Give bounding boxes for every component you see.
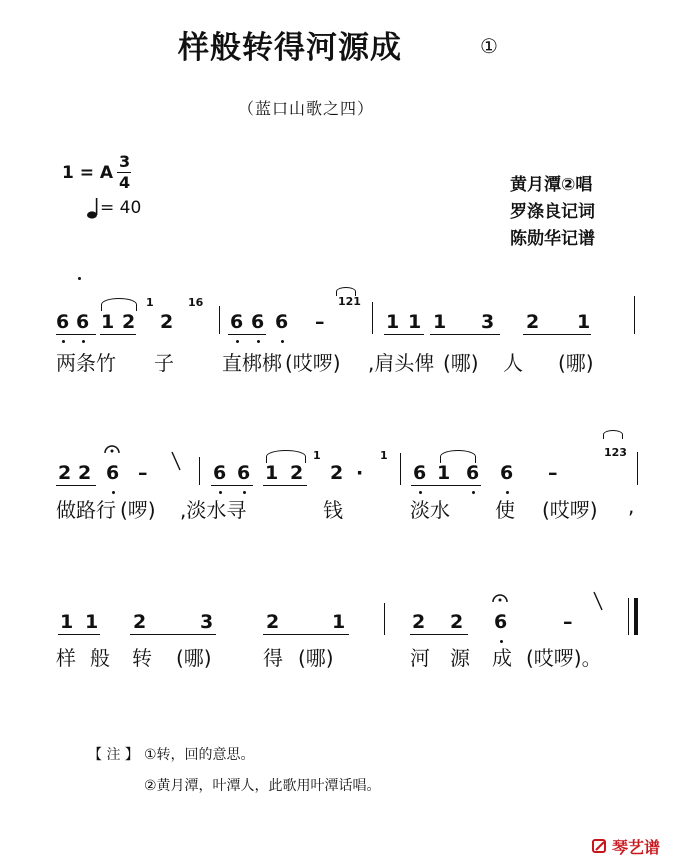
bar-line bbox=[637, 452, 638, 485]
footnote-item: ②黄月潭，叶潭人，此歌用叶潭话唱。 bbox=[144, 778, 381, 794]
lyric: (哪) bbox=[298, 646, 334, 670]
underline bbox=[263, 634, 349, 635]
lyric: 钱 bbox=[323, 498, 343, 522]
lyric: 淡水 bbox=[410, 498, 450, 522]
final-bar-thick bbox=[634, 598, 638, 635]
note: 6 bbox=[76, 311, 90, 333]
note: 1 bbox=[433, 311, 447, 333]
note: 6 bbox=[466, 462, 480, 484]
lyric: 样 bbox=[56, 646, 76, 670]
underline bbox=[430, 334, 500, 335]
tempo-marking: = 40 bbox=[100, 198, 142, 218]
lyric: ,肩头俾 bbox=[368, 351, 435, 375]
breath-mark-icon bbox=[170, 450, 182, 472]
underline bbox=[56, 485, 96, 486]
dot-extension: · bbox=[356, 462, 364, 484]
bar-line bbox=[199, 457, 200, 485]
lyric: 河 bbox=[410, 646, 430, 670]
underline bbox=[384, 334, 424, 335]
low-octave-dot bbox=[82, 340, 85, 343]
note: 6 bbox=[275, 311, 289, 333]
lyric: , bbox=[628, 494, 635, 518]
lyric: 转 bbox=[132, 646, 152, 670]
note: 1 bbox=[408, 311, 422, 333]
grace-note: 1 bbox=[380, 449, 388, 462]
footnote-item: ①转，回的意思。 bbox=[144, 747, 255, 763]
lyric: (哎啰) bbox=[542, 498, 598, 522]
lyric: ,淡水寻 bbox=[180, 498, 247, 522]
note: 2 bbox=[122, 311, 136, 333]
underline bbox=[263, 485, 307, 486]
lyric: (啰) bbox=[120, 498, 156, 522]
dash: – bbox=[563, 611, 573, 633]
note: 6 bbox=[413, 462, 427, 484]
lyric: 般 bbox=[90, 646, 110, 670]
note: 1 bbox=[85, 611, 99, 633]
note: 6 bbox=[494, 611, 508, 633]
time-signature-top: 3 bbox=[119, 152, 131, 171]
underline bbox=[211, 485, 253, 486]
note: 2 bbox=[330, 462, 344, 484]
lyric: 得 bbox=[263, 646, 283, 670]
lyric: 两条竹 bbox=[56, 351, 116, 375]
slur bbox=[101, 298, 137, 311]
note: 2 bbox=[133, 611, 147, 633]
underline bbox=[411, 485, 481, 486]
dash: – bbox=[548, 462, 558, 484]
note: 2 bbox=[412, 611, 426, 633]
grace-note: 123 bbox=[604, 446, 627, 459]
bar-line bbox=[372, 302, 373, 334]
bar-line bbox=[634, 296, 635, 334]
note: 6 bbox=[237, 462, 251, 484]
note: 3 bbox=[481, 311, 495, 333]
lyric: 人 bbox=[503, 351, 523, 375]
note: 2 bbox=[160, 311, 174, 333]
title-footnote-marker: ① bbox=[480, 34, 498, 58]
lyric: (哎啰)。 bbox=[526, 646, 602, 670]
lyric: (哪) bbox=[443, 351, 479, 375]
underline bbox=[100, 334, 136, 335]
low-octave-dot bbox=[62, 340, 65, 343]
lyric: 源 bbox=[450, 646, 470, 670]
bar-line bbox=[219, 306, 220, 334]
fermata-icon bbox=[104, 442, 120, 454]
lyric: (哪) bbox=[176, 646, 212, 670]
footnote-label: 【 注 】 bbox=[88, 747, 139, 763]
note: 6 bbox=[230, 311, 244, 333]
note: 2 bbox=[78, 462, 92, 484]
note: 1 bbox=[332, 611, 346, 633]
note: 6 bbox=[106, 462, 120, 484]
note: 2 bbox=[266, 611, 280, 633]
note: 1 bbox=[577, 311, 591, 333]
lyric: (哪) bbox=[558, 351, 594, 375]
note: 2 bbox=[526, 311, 540, 333]
grace-note: 1 bbox=[146, 296, 154, 309]
grace-note: 1 bbox=[313, 449, 321, 462]
note: 3 bbox=[200, 611, 214, 633]
lyric: 做路行 bbox=[56, 498, 116, 522]
credit-lyrics: 罗涤良记词 bbox=[510, 202, 595, 222]
qinyipu-logo-icon bbox=[592, 838, 608, 854]
grace-note: 121 bbox=[338, 295, 361, 308]
note: 2 bbox=[58, 462, 72, 484]
low-octave-dot bbox=[236, 340, 239, 343]
note: 1 bbox=[437, 462, 451, 484]
mark-dot bbox=[78, 277, 81, 280]
grace-note: 16 bbox=[188, 296, 204, 309]
lyric: 子 bbox=[154, 351, 174, 375]
underline bbox=[228, 334, 266, 335]
key-signature: 1 = A bbox=[62, 163, 114, 183]
underline bbox=[56, 334, 96, 335]
dash: – bbox=[138, 462, 148, 484]
note: 6 bbox=[500, 462, 514, 484]
low-octave-dot bbox=[472, 491, 475, 494]
low-octave-dot bbox=[281, 340, 284, 343]
note: 1 bbox=[265, 462, 279, 484]
fermata-icon bbox=[492, 591, 508, 603]
note: 2 bbox=[450, 611, 464, 633]
note: 2 bbox=[290, 462, 304, 484]
underline bbox=[130, 634, 216, 635]
lyric: 成 bbox=[492, 646, 512, 670]
low-octave-dot bbox=[257, 340, 260, 343]
credit-notation: 陈勋华记谱 bbox=[510, 229, 595, 249]
underline bbox=[58, 634, 100, 635]
bar-line bbox=[384, 603, 385, 635]
note: 6 bbox=[213, 462, 227, 484]
song-subtitle: （蓝口山歌之四） bbox=[238, 99, 375, 118]
underline bbox=[410, 634, 468, 635]
slur bbox=[603, 430, 623, 439]
breath-mark-icon bbox=[592, 590, 604, 612]
quarter-note-icon bbox=[86, 196, 100, 220]
note: 1 bbox=[386, 311, 400, 333]
note: 1 bbox=[60, 611, 74, 633]
slur bbox=[336, 287, 356, 296]
final-bar-thin bbox=[628, 598, 629, 635]
lyric: (哎啰) bbox=[285, 351, 341, 375]
lyric: 直梆梆 bbox=[222, 351, 282, 375]
lyric: 使 bbox=[495, 498, 515, 522]
time-signature-bottom: 4 bbox=[119, 173, 131, 192]
credit-singer: 黄月潭②唱 bbox=[510, 175, 593, 195]
song-title: 样般转得河源成 bbox=[178, 30, 402, 66]
slur bbox=[440, 450, 476, 463]
dash: – bbox=[315, 311, 325, 333]
watermark-text: 琴艺谱 bbox=[612, 838, 661, 857]
slur bbox=[266, 450, 306, 463]
note: 1 bbox=[101, 311, 115, 333]
note: 6 bbox=[251, 311, 265, 333]
note: 6 bbox=[56, 311, 70, 333]
bar-line bbox=[400, 453, 401, 485]
underline bbox=[523, 334, 591, 335]
